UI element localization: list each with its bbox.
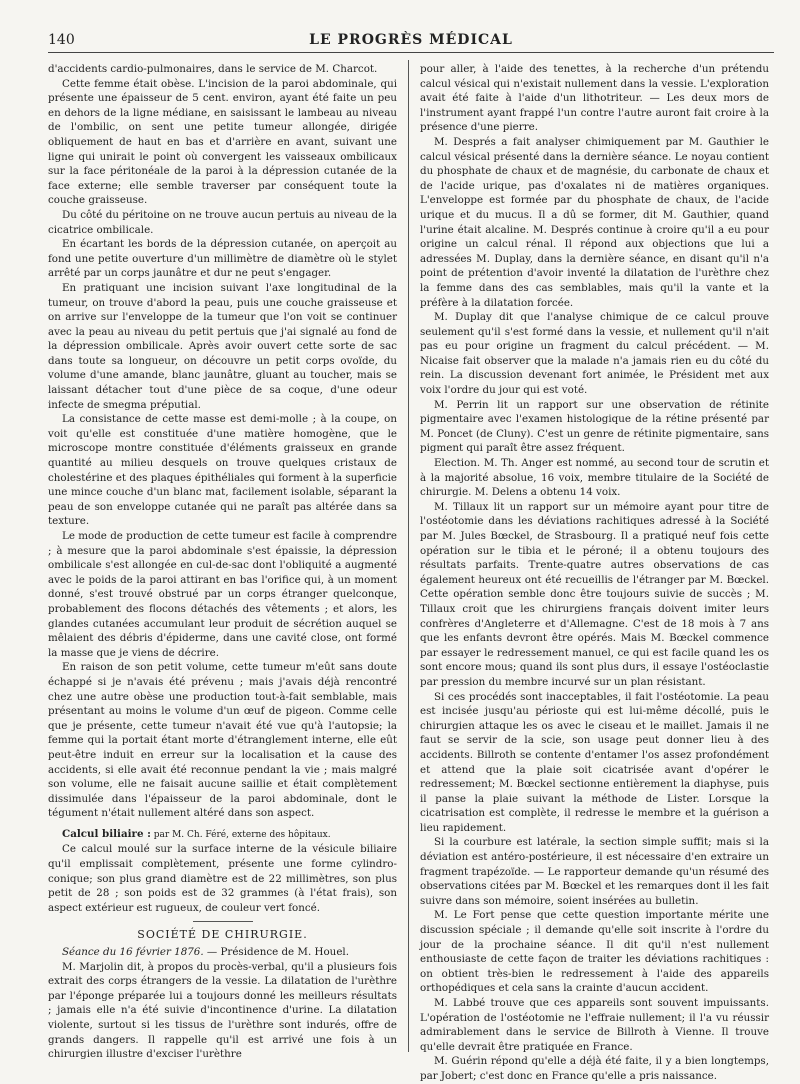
left-column (48, 62, 397, 1061)
paragraph: En pratiquant une incision suivant l'axe longitudinal de la tumeur, on trouve d'abord la peau, puis une couche graisseuse et on arrive sur l'enveloppe de la tumeur que l'on voit se continuer avec la peau au niveau du petit pertuis que j'ai signalé au fond de la dépression ombilicale. Après avoir ouvert cette sorte de sac dans toute sa longueur, on découvre un petit corps ovoïde, du volume d'une amande, blanc jaunâtre, gluant au toucher, mais se laissant détacher tout d'une pièce de sa coque, d'une odeur infecte de smegma préputial. (48, 281, 397, 411)
paragraph: M. Després a fait analyser chimiquement par M. Gauthier le calcul vésical présenté dans la dernière séance. Le noyau contient du phosphate de chaux et de magnésie, du carbonate de chaux et de l'acide urique, pas d'oxalates ni de matières organiques. L'enveloppe est formée par du phosphate de chaux, de l'acide urique et du mucus. Il a dû se former, dit M. Gauthier, quand l'urine était alcaline. M. Després continue à croire qu'il a eu pour origine un calcul rénal. Il répond aux objections que lui a adressées M. Duplay, dans la dernière séance, en disant qu'il n'a point de prétention d'avoir inventé la dilatation de l'urèthre chez la femme dans des cas semblables, mais qu'il la vante et la préfère à la dilatation forcée. (420, 135, 769, 309)
paragraph: M. Marjolin dit, à propos du procès-verbal, qu'il a plusieurs fois extrait des corps étrangers de la vessie. La dilatation de l'urèthre par l'éponge préparée lui a toujours donné les meilleurs résultats ; jamais elle n'a été suivie d'incontinence d'urine. La dilatation violente, surtout si les tissus de l'urèthre sont indurés, offre de grands dangers. Il rappelle qu'il est arrivé une fois à un chirurgien illustre d'exciser l'urèthre (48, 960, 397, 1061)
paragraph: M. Duplay dit que l'analyse chimique de ce calcul prouve seulement qu'il s'est formé dans la vessie, et nullement qu'il n'ait pas eu pour origine un fragment du calcul précédent. — M. Nicaise fait observer que la malade n'a jamais rien eu du côté du rein. La discussion devenant fort animée, le Président met aux voix l'ordre du jour qui est voté. (420, 311, 769, 397)
calcul-title: Calcul biliaire : (62, 827, 151, 840)
journal-title: LE PROGRÈS MÉDICAL (309, 32, 513, 48)
paragraph: M. Tillaux lit un rapport sur un mémoire ayant pour titre de l'ostéotomie dans les déviations rachitiques adressé à la Société par M. Jules Bœckel, de Strasbourg. Il a pratiqué neuf fois cette opération sur le tibia et le péroné; il a obtenu toujours des résultats parfaits. Trente-quatre autres observations de cas également heureux ont été recueillis de l'étranger par M. Bœckel. Cette opération semble donc être toujours suivie de succès ; M. Tillaux croit que les chirurgiens français doivent imiter leurs confrères d'Angleterre et d'Allemagne. C'est de 18 mois à 7 ans que les enfants devront être opérés. Mais M. Bœckel commence par essayer le redressement manuel, ce qui est facile quand les os sont encore mous; quand ils sont plus durs, il essaye l'ostéoclastie par pression du membre incurvé sur un plan résistant. (420, 500, 769, 688)
column-divider (408, 60, 409, 1052)
paragraph: M. Guérin répond qu'elle a déjà été faite, il y a bien longtemps, par Jobert; c'est donc en France qu'elle a pris naissance. (420, 1055, 769, 1082)
section-rule (193, 921, 253, 922)
paragraph: Ce calcul moulé sur la surface interne de la vésicule biliaire qu'il emplissait complètement, présente une forme cylindro-conique; son plus grand diamètre est de 22 millimètres, son plus petit de 28 ; son poids est de 32 grammes (à l'état frais), son aspect extérieur est rugueux, de couleur vert foncé. (48, 843, 397, 914)
paragraph: Le mode de production de cette tumeur est facile à comprendre ; à mesure que la paroi abdominale s'est épaissie, la dépression ombilicale s'est allongée en cul-de-sac dont l'obliquité a augmenté avec le poids de la paroi attirant en bas l'orifice qui, à un moment donné, s'est trouvé obstrué par un corps étranger quelconque, probablement des flocons détachés des vêtements ; et alors, les glandes cutanées accumulant leur produit de sécrétion auquel se mêlaient des débris d'épiderme, dans une cavité close, ont formé la masse que je viens de décrire. (48, 530, 397, 659)
paragraph: M. Le Fort pense que cette question importante mérite une discussion spéciale ; il demande qu'elle soit inscrite à l'ordre du jour de la prochaine séance. Il dit qu'il n'est nullement enthousiaste de cette façon de traiter les déviations rachitiques : on obtient très-bien le redressement à l'aide des appareils orthopédiques et cela sans la crainte d'aucun accident. (420, 909, 769, 995)
paragraph: M. Perrin lit un rapport sur une observation de rétinite pigmentaire avec l'examen histologique de la rétine présenté par M. Poncet (de Cluny). C'est un genre de rétinite pigmentaire, sans pigment qui paraît être assez fréquent. (420, 398, 769, 455)
page-number: 140 (48, 32, 75, 48)
paragraph: d'accidents cardio-pulmonaires, dans le service de M. Charcot. (48, 63, 378, 75)
paragraph: En écartant les bords de la dépression cutanée, on aperçoit au fond une petite ouverture d'un millimètre de diamètre où le stylet arrêté par un corps jaunâtre et dur ne peut s'engager. (48, 238, 397, 280)
seance-presidence: — Présidence de M. Houel. (203, 946, 349, 959)
paragraph: pour aller, à l'aide des tenettes, à la recherche d'un prétendu calcul vésical qui n'existait nullement dans la vessie. L'exploration avait été faite à l'aide d'un lithotriteur. — Les deux mors de l'instrument ayant frappé l'un contre l'autre auront fait croire à la présence d'une pierre. (420, 63, 769, 134)
seance-date: Séance du 16 février 1876. (62, 946, 204, 959)
calcul-heading (48, 827, 397, 843)
seance-line (48, 945, 397, 960)
section-title: SOCIÉTÉ DE CHIRURGIE. (137, 928, 308, 942)
paragraph: Du côté du péritoine on ne trouve aucun pertuis au niveau de la cicatrice ombilicale. (48, 208, 397, 236)
right-column (420, 62, 769, 1082)
paragraph: Si ces procédés sont inacceptables, il fait l'ostéotomie. La peau est incisée jusqu'au périoste qui est lui-même décollé, puis le chirurgien attaque les os avec le ciseau et le maillet. Jamais il ne faut se servir de la scie, son usage peut donner lieu à des accidents. Billroth se contente d'entamer l'os assez profondément et attend que la plaie soit cicatrisée avant d'opérer le redressement; M. Bœckel sectionne entièrement la diaphyse, puis il panse la plaie suivant la méthode de Lister. Lorsque la cicatrisation est complète, il redresse le membre et la guérison a lieu rapidement. (420, 690, 769, 834)
paragraph: Cette femme était obèse. L'incision de la paroi abdominale, qui présente une épaisseur de 5 cent. environ, ayant été faite un peu en dehors de la ligne médiane, en saisissant le lambeau au niveau de l'ombilic, on sent une petite tumeur allongée, dirigée obliquement de haut en bas et d'arrière en avant, suivant une ligne qui unirait le point où convergent les vaisseaux ombilicaux sur la face péritonéale de la paroi à la dépression cutanée de la face externe; elle semble traverser par conséquent toute la couche graisseuse. (48, 77, 397, 207)
paragraph: En raison de son petit volume, cette tumeur m'eût sans doute échappé si je n'avais été prévenu ; mais j'avais déjà rencontré chez une autre obèse une production tout-à-fait semblable, mais présentant au moins le volume d'un œuf de pigeon. Comme celle que je présente, cette tumeur n'avait été vue qu'à l'autopsie; la femme qui la portait étant morte d'étranglement interne, elle eût peut-être induit en erreur sur la localisation et la cause des accidents, si elle avait été reconnue pendant la vie ; mais malgré son volume, elle ne faisait aucune saillie et était complètement dissimulée dans l'épaisseur de la paroi abdominale, dont le tégument n'était nullement altéré dans son aspect. (48, 661, 397, 820)
paragraph: La consistance de cette masse est demi-molle ; à la coupe, on voit qu'elle est constituée d'une matière homogène, que le microscope montre constituée d'éléments graisseux en grande quantité au milieu desquels on trouve quelques cristaux de cholestérine et des plaques épithéliales qui forment à la superficie une mince couche d'un blanc mat, facilement isolable, séparant la peau de son enveloppe cutanée qui ne paraît pas altérée dans sa texture. (48, 413, 397, 528)
calcul-author: par M. Ch. Féré, externe des hôpitaux. (150, 829, 331, 840)
paragraph: Si la courbure est latérale, la section simple suffit; mais si la déviation est antéro-postérieure, il est nécessaire d'en extraire un fragment trapézoïde. — Le rapporteur demande qu'un résumé des observations citées par M. Bœckel et les remarques dont il les fait suivre dans son mémoire, soient insérées au bulletin. (420, 836, 769, 907)
paragraph: Election. M. Th. Anger est nommé, au second tour de scrutin et à la majorité absolue, 16 voix, membre titulaire de la Société de chirurgie. M. Delens a obtenu 14 voix. (420, 457, 769, 499)
paragraph: M. Labbé trouve que ces appareils sont souvent impuissants. L'opération de l'ostéotomie ne l'effraie nullement; il l'a vu réussir admirablement dans le service de Billroth à Vienne. Il trouve qu'elle devrait être pratiquée en France. (420, 997, 769, 1053)
page-header (48, 30, 774, 53)
